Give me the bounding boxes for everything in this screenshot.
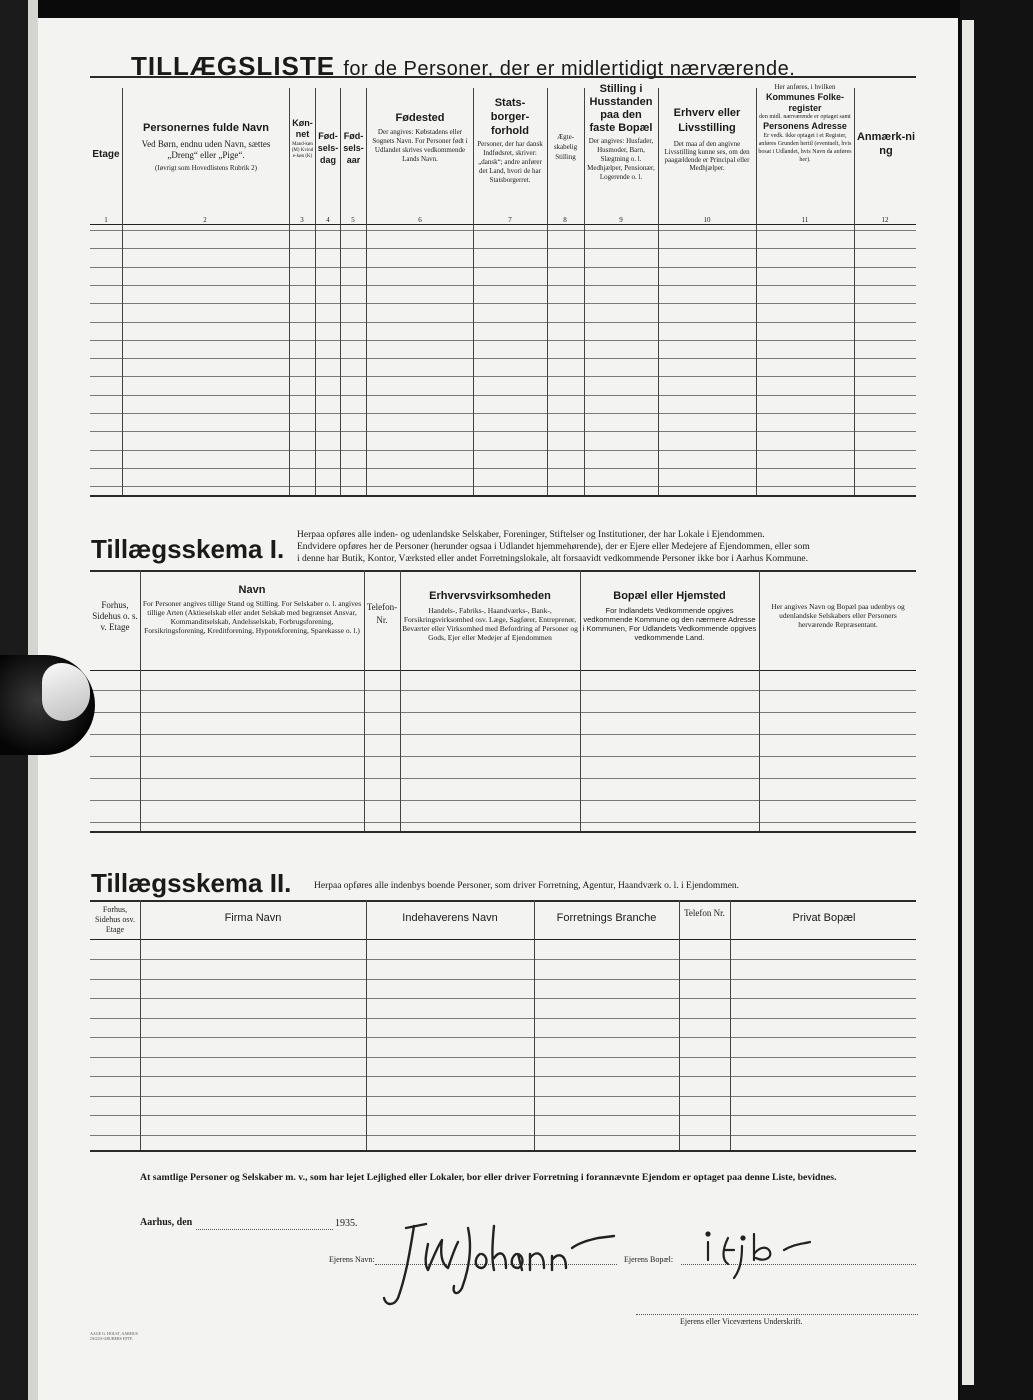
table-row [90,340,916,341]
s1-col-repr: Her angives Navn og Bopæl paa udenbys og udenlandske Selskabers eller Personers herværende Repræsentant. [771,602,905,629]
col-birthyear-header: Fød-sels-aar [343,131,364,165]
skema1-title: Tillægsskema I. [91,534,285,564]
table-row [90,358,916,359]
table-row [90,778,916,779]
table-row [90,450,916,451]
table-row [90,1037,916,1038]
facing-page [960,0,1033,1400]
table-row [90,267,916,268]
s2-col-indehaver: Indehaverens Navn [402,912,498,924]
s2-col-branche: Forretnings Branche [556,912,657,924]
table-row [90,712,916,713]
s2-col-telefon: Telefon Nr. [684,908,725,918]
s2-col-etage: Forhus, Sidehus osv. Etage [95,905,135,934]
s1-col-etage: Forhus, Sidehus o. s. v. Etage [92,600,138,632]
skema1-intro: Herpaa opføres alle inden- og udenlandske Selskaber, Foreninger, Stiftelser og Institutioner, der har Lokale i Ejendommen. Endvidere opføres her de Personer (herunder ogsaa i Udlandet hjemmehørende), der er Ejere eller Medejere af Ejendommen, eller som i denne har Butik, Kontor, Værksted eller andet Forretningslokale, alt forsaavidt vedkommende Personer ikke bor i Aarhus Kommune. [297,530,810,564]
table-row [90,395,916,396]
table-row [90,756,916,757]
col-household-header: Stilling i Husstanden paa den faste Bopæl Der angives: Husfader, Husmoder, Barn, Slægtning o. l. Medhjælper, Pensionær, Logerende o. l. [587,83,655,181]
column-number: 2 [203,216,207,224]
table-row [90,734,916,735]
column-number: 7 [508,216,512,224]
table-row [90,1135,916,1136]
table-row [90,998,916,999]
table-row [90,1018,916,1019]
table-row [90,1076,916,1077]
col-gender-header: Køn-net Mand-køn (M) Kvinde-køn (K) [291,118,314,159]
column-number: 3 [300,216,304,224]
column-number: 4 [326,216,330,224]
s1-col-bopael: Bopæl eller Hjemsted For Indlandets Vedkommende opgives vedkommende Kommune og den nærmere Adresse i Kommunen, For Udlandets Vedkommende opgives vedkommende Land. [582,590,757,642]
table-row [90,690,916,691]
skema2-title: Tillægsskema II. [91,868,292,898]
date-place: Aarhus, den [140,1217,193,1228]
form-page [38,18,958,1400]
table-row [90,468,916,469]
column-number: 5 [351,216,355,224]
table-row [90,486,916,487]
table-row [90,800,916,801]
table-row [90,303,916,304]
signature-line-label: Ejerens eller Viceværtens Underskrift. [680,1317,803,1326]
col-marital-header: Ægte-skabelig Stilling [553,133,578,161]
title-main: TILLÆGSLISTE [131,51,336,81]
table-row [90,431,916,432]
col-citizenship-header: Stats-borger-forhold Personer, der har dansk Indfødsret, skriver: „dansk“; andre anfører det Land, hvori de har Statsborgerret. [477,97,543,184]
table-row [90,322,916,323]
table-row [90,1115,916,1116]
owner-signature [376,1206,636,1316]
column-number: 6 [418,216,422,224]
skema2-intro: Herpaa opføres alle indenbys boende Personer, som driver Forretning, Agentur, Haandværk o. l. i Ejendommen. [314,881,740,891]
table-row [90,1057,916,1058]
column-number: 8 [563,216,567,224]
table-row [90,979,916,980]
column-number: 12 [881,216,889,224]
col-register-header: Her anføres, i hvilken Kommunes Folke-register den midl. nærværende er optaget samt Personens Adresse Er vedk. ikke optaget i et Register, anføres Grunden hertil (eventuelt, hvis bosat i Udlandet, hvis Navn da anføres her). [758,83,852,163]
attestation-text: At samtlige Personer og Selskaber m. v., som har lejet Lejlighed eller Lokaler, bor eller driver Forretning i forannævnte Ejendom er optaget paa denne Liste, bevidnes. [140,1172,837,1183]
table-row [90,285,916,286]
col-birthplace-header: Fødested Der angives: Købstadens eller Sognets Navn. For Personer født i Udlandet skrives vedkommende Lands Navn. [372,112,468,163]
s1-col-erhverv: Erhvervsvirksomheden Handels-, Fabriks-, Haandværks-, Bank-, Forsikringsvirksomhed osv. Læge, Sagfører, Entreprenør, Beværter eller Virksomhed med Befordring af Personer og Gods, Ejer eller Medejer af Ejendommen [402,590,578,642]
owner-address-label: Ejerens Bopæl: [624,1255,674,1264]
column-number: 1 [104,216,108,224]
title-rest: for de Personer, der er midlertidigt nærværende. [343,58,796,80]
table-row [90,1096,916,1097]
column-number: 11 [801,216,809,224]
table-row [90,822,916,823]
col-birthday-header: Fød-sels-dag [317,131,339,165]
s2-col-bopael: Privat Bopæl [792,912,856,924]
table-row [90,959,916,960]
s2-col-firma: Firma Navn [224,912,282,924]
col-remarks-header: Anmærk-ning [856,131,916,157]
date-year: 1935. [335,1218,358,1229]
table-row [90,248,916,249]
owner-name-label: Ejerens Navn: [329,1255,375,1264]
table-row [90,230,916,231]
col-occupation-header: Erhverv eller Livsstilling Det maa af den angivne Livsstilling kunne ses, om den paagældende er Principal eller Medhjælper. [664,107,750,172]
col-name-header: Personernes fulde Navn Ved Børn, endnu uden Navn, sættes „Dreng“ eller „Pige“. (Iøvrigt som Hovedlistens Rubrik 2) [141,122,271,172]
column-number: 9 [619,216,623,224]
owner-address-handwriting [694,1224,814,1284]
printer-mark: AAGE G. HOLST, AARHUS JAGUS GRUBERS EFTF. [90,1331,138,1341]
table-row [90,413,916,414]
s1-col-name: Navn For Personer angives tillige Stand og Stilling. For Selskaber o. l. angives tillige Arten (Aktieselskab eller andet Selskab med begrænset Ansvar, Kommanditselskab, Andelsselskab, Forbrugsforening, Forsikringsforening, Kreditforening, Hypotekforening, Sparekasse o. l.) [142,584,362,635]
col-etage-header: Etage [92,149,120,160]
table-row [90,376,916,377]
column-number: 10 [703,216,711,224]
s1-col-telefon: Telefon-Nr. [366,602,398,625]
